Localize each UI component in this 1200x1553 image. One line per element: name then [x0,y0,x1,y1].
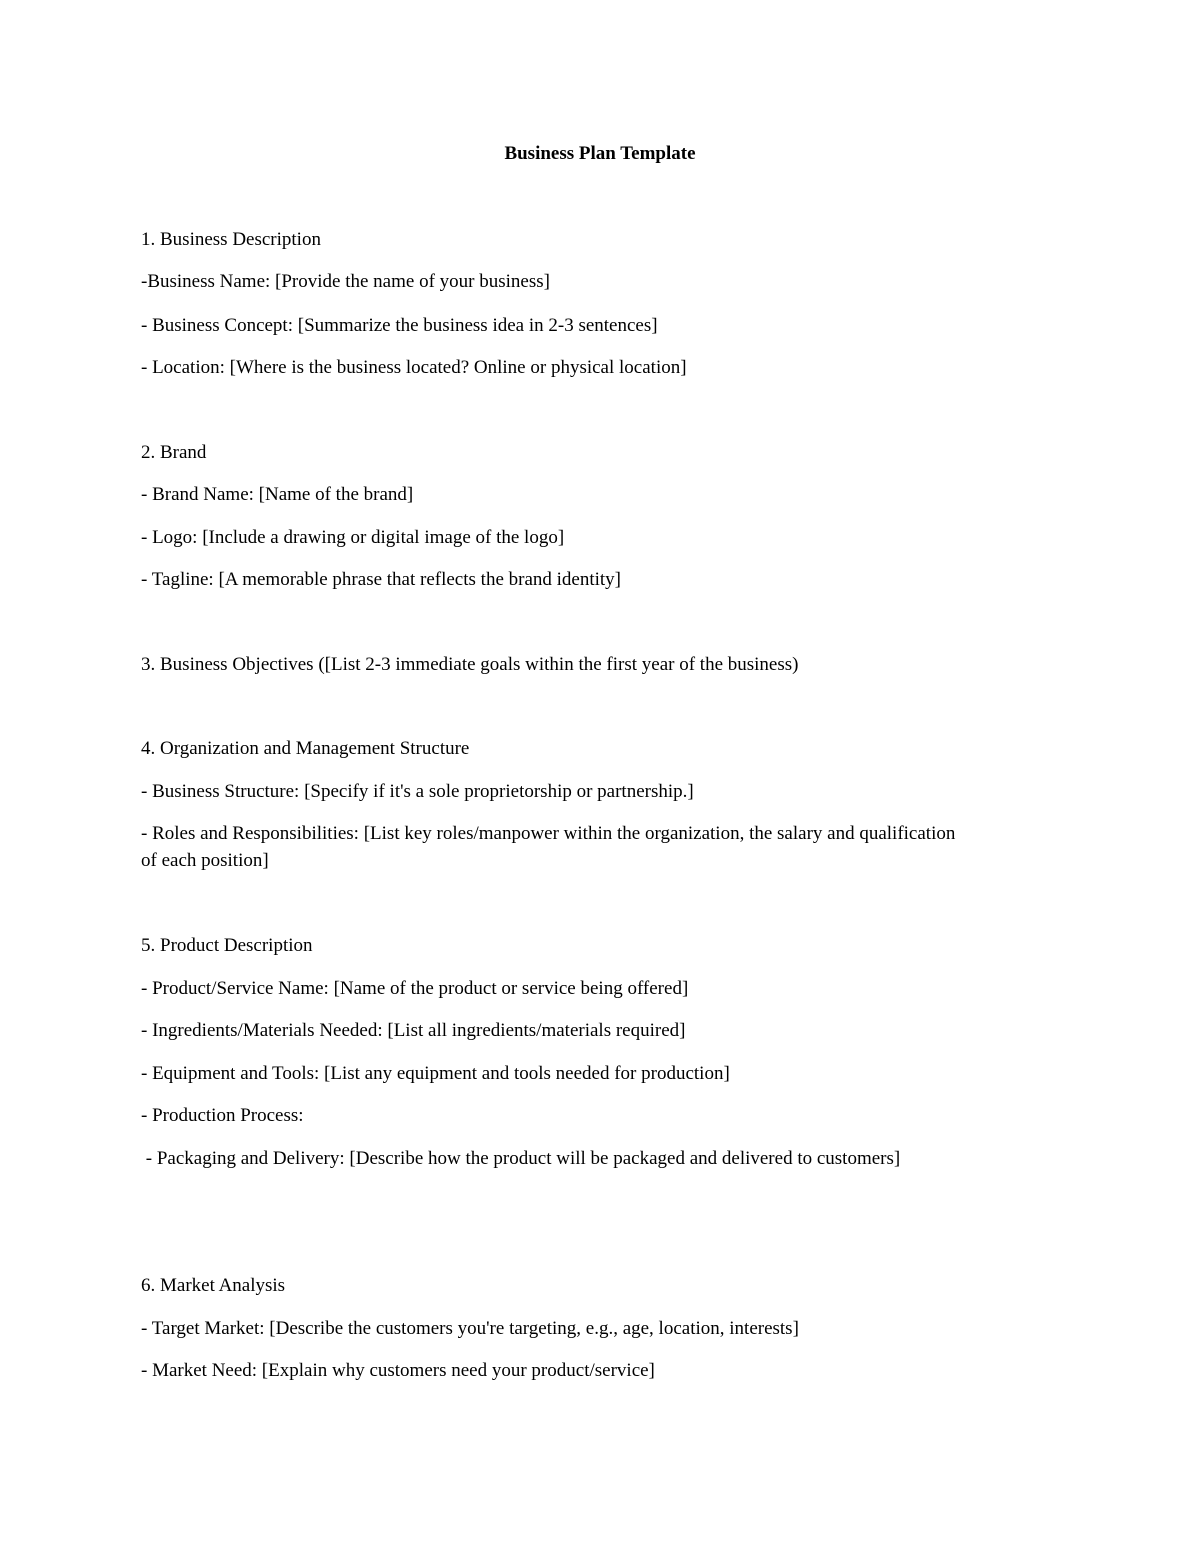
section-heading-product-description: 5. Product Description [141,935,313,956]
section-heading-organization: 4. Organization and Management Structure [141,738,470,759]
tagline-item: - Tagline: [A memorable phrase that reflects the brand identity] [141,569,622,590]
business-structure-item: - Business Structure: [Specify if it's a sole proprietorship or partnership.] [141,781,694,802]
ingredients-materials-item: - Ingredients/Materials Needed: [List all ingredients/materials required] [141,1020,686,1041]
product-service-name-item: - Product/Service Name: [Name of the product or service being offered] [141,978,689,999]
roles-responsibilities-item: - Roles and Responsibilities: [List key roles/manpower within the organization, the salary and qualification of each position] [141,823,956,871]
equipment-tools-item: - Equipment and Tools: [List any equipment and tools needed for production] [141,1063,730,1084]
market-need-item: - Market Need: [Explain why customers need your product/service] [141,1360,655,1381]
document-title: Business Plan Template [504,143,696,164]
location-item: - Location: [Where is the business located? Online or physical location] [141,357,687,378]
section-heading-market-analysis: 6. Market Analysis [141,1275,286,1296]
packaging-delivery-item: - Packaging and Delivery: [Describe how the product will be packaged and delivered to customers] [141,1148,901,1169]
target-market-item: - Target Market: [Describe the customers you're targeting, e.g., age, location, interests] [141,1318,799,1339]
business-name-item: -Business Name: [Provide the name of your business] [141,271,550,292]
section-heading-business-objectives: 3. Business Objectives ([List 2-3 immediate goals within the first year of the business) [141,654,799,675]
brand-name-item: - Brand Name: [Name of the brand] [141,484,414,505]
logo-item: - Logo: [Include a drawing or digital image of the logo] [141,527,565,548]
section-heading-business-description: 1. Business Description [141,229,321,250]
section-heading-brand: 2. Brand [141,442,207,463]
production-process-item: - Production Process: [141,1105,304,1126]
business-concept-item: - Business Concept: [Summarize the business idea in 2-3 sentences] [141,315,658,336]
